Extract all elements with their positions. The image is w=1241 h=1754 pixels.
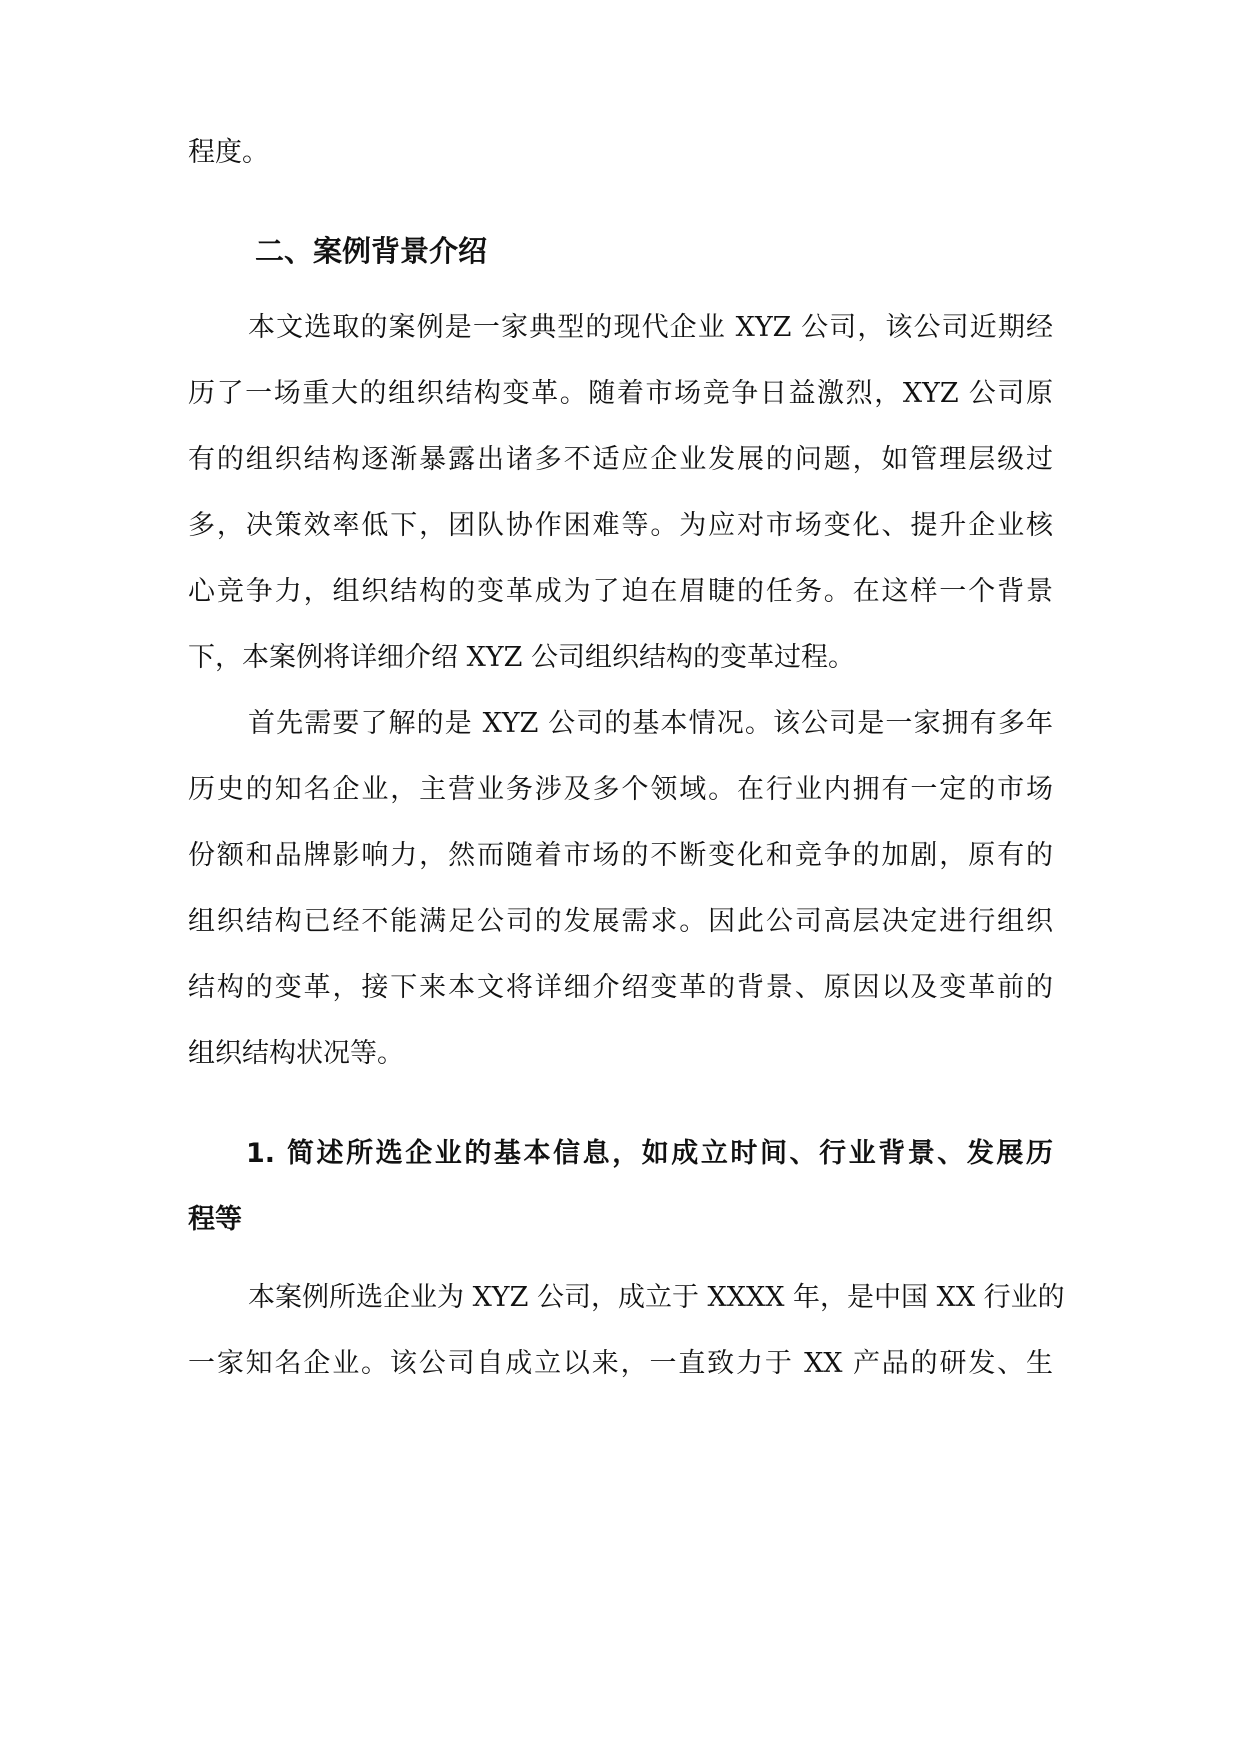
paragraph-line: 一家知名企业。该公司自成立以来，一直致力于 XX 产品的研发、生 (188, 1348, 1053, 1379)
section-heading: 二、案例背景介绍 (255, 234, 488, 268)
paragraph-line: 历史的知名企业，主营业务涉及多个领域。在行业内拥有一定的市场 (188, 774, 1053, 805)
paragraph-line: 结构的变革，接下来本文将详细介绍变革的背景、原因以及变革前的 (188, 972, 1053, 1003)
paragraph-line: 本文选取的案例是一家典型的现代企业 XYZ 公司，该公司近期经 (248, 312, 1053, 343)
paragraph-line: 多，决策效率低下，团队协作困难等。为应对市场变化、提升企业核 (188, 510, 1053, 541)
paragraph-line: 本案例所选企业为 XYZ 公司，成立于 XXXX 年，是中国 XX 行业的 (248, 1282, 1065, 1313)
subsection-heading: 1. 简述所选企业的基本信息，如成立时间、行业背景、发展历 (246, 1138, 1053, 1169)
paragraph-line: 心竞争力，组织结构的变革成为了迫在眉睫的任务。在这样一个背景 (188, 576, 1053, 607)
paragraph-line: 下，本案例将详细介绍 XYZ 公司组织结构的变革过程。 (188, 642, 855, 673)
paragraph-line: 组织结构已经不能满足公司的发展需求。因此公司高层决定进行组织 (188, 906, 1053, 937)
paragraph-line: 组织结构状况等。 (188, 1038, 404, 1069)
paragraph-line: 历了一场重大的组织结构变革。随着市场竞争日益激烈，XYZ 公司原 (188, 378, 1053, 409)
paragraph-line: 有的组织结构逐渐暴露出诸多不适应企业发展的问题，如管理层级过 (188, 444, 1053, 475)
paragraph-line: 首先需要了解的是 XYZ 公司的基本情况。该公司是一家拥有多年 (248, 708, 1053, 739)
paragraph-line: 份额和品牌影响力，然而随着市场的不断变化和竞争的加剧，原有的 (188, 840, 1053, 871)
subsection-heading-continued: 程等 (188, 1204, 242, 1235)
paragraph-line: 程度。 (188, 137, 269, 168)
